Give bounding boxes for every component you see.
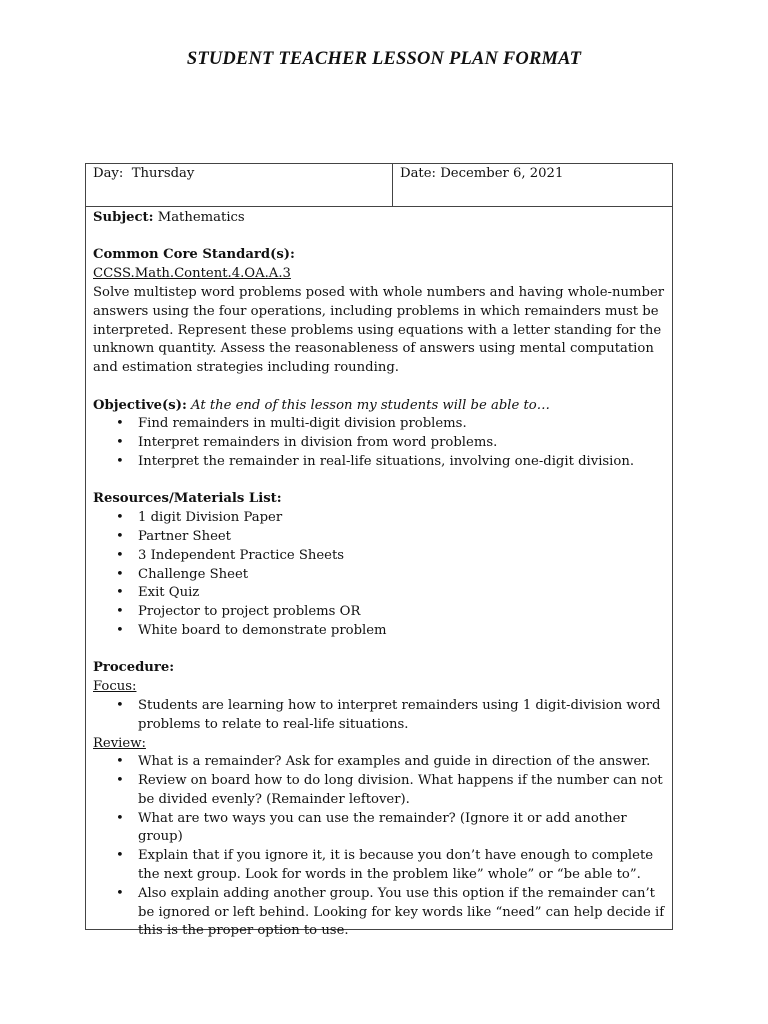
list-item: • What are two ways you can use the remainder? (Ignore it or add another group) bbox=[116, 810, 627, 845]
day-value: Thursday bbox=[131, 166, 195, 181]
bullet-icon: • bbox=[116, 773, 124, 789]
list-item: • Explain that if you ignore it, it is because you don’t have enough to complete the next group. Look for words in the problem like” whole” or “be able to”. bbox=[116, 848, 654, 883]
resources-heading: Resources/Materials List: bbox=[93, 491, 282, 507]
lesson-plan-table bbox=[85, 163, 673, 939]
list-item: • Interpret the remainder in real-life situations, involving one-digit division. bbox=[93, 453, 665, 472]
bullet-icon: • bbox=[116, 885, 124, 901]
review-label: Review: bbox=[93, 735, 146, 751]
resources-list bbox=[93, 509, 665, 641]
list-item: • Review on board how to do long division. What happens if the number can not be divided evenly? (Remainder leftover). bbox=[116, 773, 663, 807]
list-item: • Also explain adding another group. You use this option if the remainder can’t be ignored or left behind. Looking for key words like “need” can help decide if this is the proper option to use. bbox=[116, 885, 665, 939]
bullet-icon: • bbox=[116, 604, 124, 620]
bullet-icon: • bbox=[116, 754, 124, 770]
list-item: • White board to demonstrate problem bbox=[93, 622, 665, 641]
day-cell bbox=[86, 164, 393, 206]
lesson-body-cell bbox=[86, 207, 672, 941]
document-title: STUDENT TEACHER LESSON PLAN FORMAT bbox=[186, 49, 582, 69]
list-item: • Interpret remainders in division from word problems. bbox=[93, 434, 665, 453]
objectives-list bbox=[93, 415, 665, 471]
bullet-icon: • bbox=[116, 453, 124, 469]
bullet-icon: • bbox=[116, 547, 124, 563]
procedure-heading: Procedure: bbox=[93, 660, 175, 676]
bullet-icon: • bbox=[116, 585, 124, 601]
subject-line bbox=[93, 209, 665, 228]
focus-label: Focus: bbox=[93, 679, 137, 695]
standards-heading: Common Core Standard(s): bbox=[93, 247, 295, 263]
bullet-icon: • bbox=[116, 566, 124, 582]
standard-description: Solve multistep word problems posed with whole numbers and having whole-number answers using the four operations, including problems in which remainders must be interpreted. Represent these problems using equations with a letter standing for the unknown quantity. Assess the reasonableness of answers using mental computation and estimation strategies including rounding. bbox=[93, 284, 665, 376]
subject-label: Subject: bbox=[93, 210, 154, 225]
date-value: December 6, 2021 bbox=[440, 166, 564, 181]
list-item: • What is a remainder? Ask for examples and guide in direction of the answer. bbox=[93, 753, 665, 772]
header-row bbox=[86, 164, 672, 207]
subject-value: Mathematics bbox=[157, 210, 245, 225]
review-list bbox=[93, 753, 665, 941]
bullet-icon: • bbox=[116, 416, 124, 432]
bullet-icon: • bbox=[116, 528, 124, 544]
list-item: • Partner Sheet bbox=[93, 528, 665, 547]
list-item: • 3 Independent Practice Sheets bbox=[93, 547, 665, 566]
list-item: • Students are learning how to interpret remainders using 1 digit-division word problems to relate to real-life situations. bbox=[116, 697, 661, 732]
objectives-line bbox=[93, 397, 665, 416]
bullet-icon: • bbox=[116, 810, 124, 826]
list-item: • Projector to project problems OR bbox=[93, 603, 665, 622]
bullet-icon: • bbox=[116, 622, 124, 638]
date-cell bbox=[393, 164, 672, 206]
day-label: Day: bbox=[93, 166, 124, 181]
bullet-icon: • bbox=[116, 848, 124, 864]
standard-code-link[interactable]: CCSS.Math.Content.4.OA.A.3 bbox=[93, 266, 291, 282]
bullet-icon: • bbox=[116, 435, 124, 451]
focus-list bbox=[93, 697, 665, 735]
list-item: • Exit Quiz bbox=[93, 584, 665, 603]
list-item: • Find remainders in multi-digit division problems. bbox=[93, 415, 665, 434]
bullet-icon: • bbox=[116, 510, 124, 526]
list-item: • Challenge Sheet bbox=[93, 566, 665, 585]
objectives-heading: Objective(s): bbox=[93, 397, 187, 413]
date-label: Date: bbox=[400, 166, 436, 181]
list-item: • 1 digit Division Paper bbox=[93, 509, 665, 528]
objectives-intro: At the end of this lesson my students will be able to… bbox=[191, 397, 550, 413]
bullet-icon: • bbox=[116, 697, 124, 713]
